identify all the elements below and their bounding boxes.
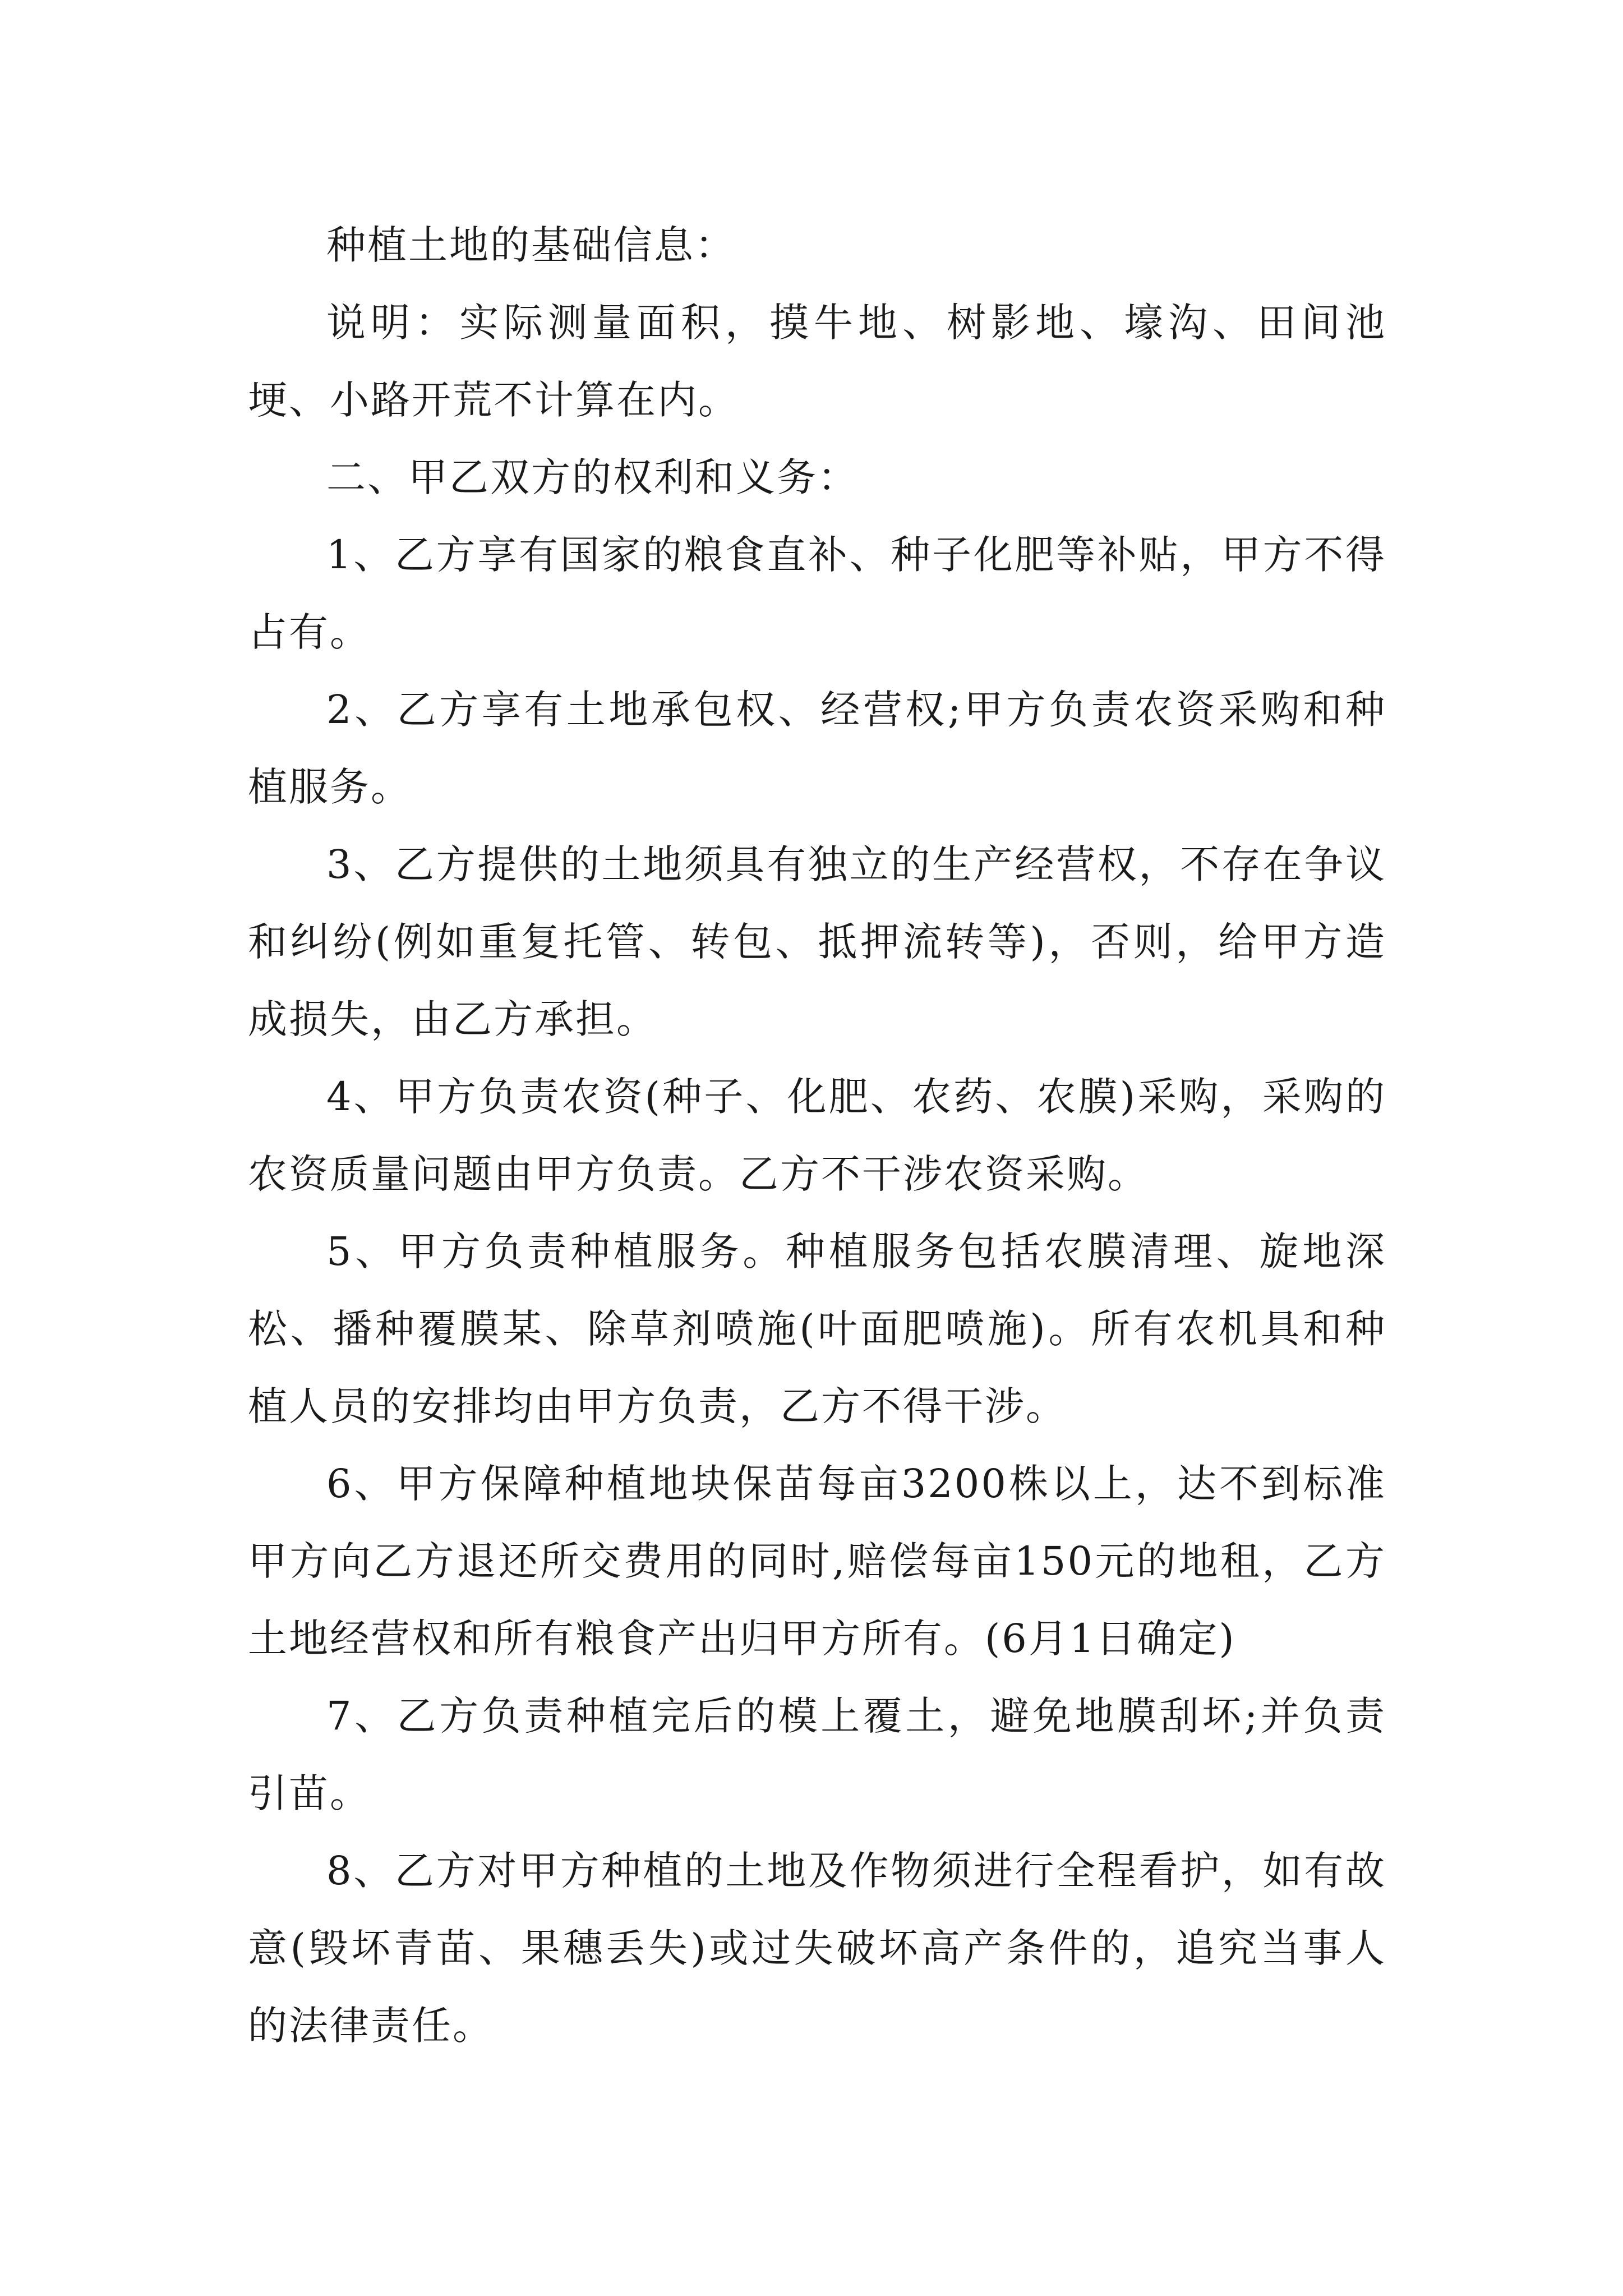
paragraph-clause-2: 2、乙方享有土地承包权、经营权;甲方负责农资采购和种植服务。 [248,687,1386,810]
paragraph-rights-obligations-heading: 二、甲乙双方的权利和义务： [326,454,859,500]
paragraph-clause-4: 4、甲方负责农资(种子、化肥、农药、农膜)采购，采购的农资质量问题由甲方负责。乙方不干涉农资采购。 [248,1074,1386,1197]
paragraph-clause-6: 6、甲方保障种植地块保苗每亩3200株以上，达不到标准甲方向乙方退还所交费用的同时,赔偿每亩150元的地租，乙方土地经营权和所有粮食产出归甲方所有。(6月1日确定) [248,1461,1386,1662]
paragraph-clause-8: 8、乙方对甲方种植的土地及作物须进行全程看护，如有故意(毁坏青苗、果穗丢失)或过失破坏高产条件的，追究当事人的法律责任。 [248,1848,1386,2049]
paragraph-land-info-heading: 种植土地的基础信息： [326,222,736,268]
paragraph-clause-3: 3、乙方提供的土地须具有独立的生产经营权，不存在争议和纠纷(例如重复托管、转包、抵押流转等)，否则，给甲方造成损失，由乙方承担。 [248,841,1386,1042]
paragraph-clause-5: 5、甲方负责种植服务。种植服务包括农膜清理、旋地深松、播种覆膜某、除草剂喷施(叶面肥喷施)。所有农机具和种植人员的安排均由甲方负责，乙方不得干涉。 [248,1228,1386,1429]
document-page [248,206,1386,2064]
paragraph-measurement-note: 说明：实际测量面积，摸牛地、树影地、壕沟、田间池埂、小路开荒不计算在内。 [248,300,1386,423]
paragraph-clause-7: 7、乙方负责种植完后的模上覆土，避免地膜刮坏;并负责引苗。 [248,1693,1386,1816]
paragraph-clause-1: 1、乙方享有国家的粮食直补、种子化肥等补贴，甲方不得占有。 [248,532,1386,655]
